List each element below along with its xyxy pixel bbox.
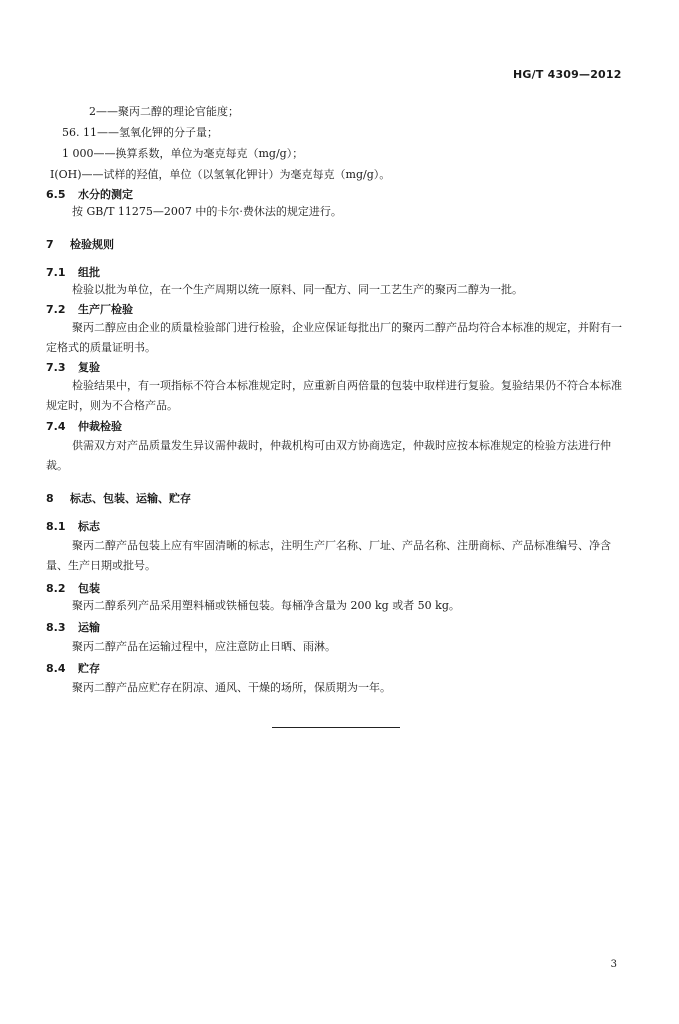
section-paragraph: 聚丙二醇应由企业的质量检验部门进行检验，企业应保证每批出厂的聚丙二醇产品均符合本标准的规定，并附有一定格式的质量证明书。 bbox=[46, 321, 622, 354]
section-number: 7.3 bbox=[46, 361, 66, 374]
section-heading-8-3 bbox=[46, 619, 100, 635]
section-heading-8-2 bbox=[46, 580, 100, 596]
section-number: 8.2 bbox=[46, 582, 66, 595]
section-title: 运输 bbox=[78, 621, 100, 634]
section-paragraph: 检验结果中，有一项指标不符合本标准规定时，应重新自两倍量的包装中取样进行复验。复验结果仍不符合本标准规定时，则为不合格产品。 bbox=[46, 379, 622, 412]
chapter-heading-8 bbox=[46, 490, 191, 506]
section-title: 仲裁检验 bbox=[78, 420, 122, 433]
section-title: 包装 bbox=[78, 582, 100, 595]
section-title: 标志、包装、运输、贮存 bbox=[70, 492, 191, 505]
section-title: 组批 bbox=[78, 266, 100, 279]
section-heading-7-1 bbox=[46, 264, 100, 280]
section-title: 复验 bbox=[78, 361, 100, 374]
section-number: 8.3 bbox=[46, 621, 66, 634]
section-number: 8 bbox=[46, 492, 54, 505]
section-heading-6-5 bbox=[46, 186, 133, 202]
section-paragraph: 供需双方对产品质量发生异议需仲裁时，仲裁机构可由双方协商选定，仲裁时应按本标准规定的检验方法进行仲裁。 bbox=[46, 439, 611, 472]
section-paragraph: 聚丙二醇产品包装上应有牢固清晰的标志，注明生产厂名称、厂址、产品名称、注册商标、产品标准编号、净含量、生产日期或批号。 bbox=[46, 539, 611, 572]
section-title: 标志 bbox=[78, 520, 100, 533]
section-number: 7.1 bbox=[46, 266, 66, 279]
section-number: 8.4 bbox=[46, 662, 66, 675]
section-heading-8-4 bbox=[46, 660, 100, 676]
section-paragraph: 聚丙二醇产品在运输过程中，应注意防止日晒、雨淋。 bbox=[72, 640, 336, 653]
section-paragraph: 聚丙二醇系列产品采用塑料桶或铁桶包装。每桶净含量为 200 kg 或者 50 kg。 bbox=[72, 599, 460, 612]
page-number: 3 bbox=[610, 959, 617, 970]
section-heading-7-3 bbox=[46, 359, 100, 375]
section-number: 8.1 bbox=[46, 520, 66, 533]
definition-line: 56. 11——氢氧化钾的分子量； bbox=[62, 126, 218, 139]
section-title: 检验规则 bbox=[70, 238, 114, 251]
section-paragraph: 检验以批为单位，在一个生产周期以统一原料、同一配方、同一工艺生产的聚丙二醇为一批。 bbox=[72, 283, 523, 296]
section-number: 6.5 bbox=[46, 188, 66, 201]
section-number: 7 bbox=[46, 238, 54, 251]
section-heading-7-2 bbox=[46, 301, 133, 317]
definition-line: I(OH)——试样的羟值，单位（以氢氧化钾计）为毫克每克（mg/g）。 bbox=[50, 168, 391, 181]
section-title: 贮存 bbox=[78, 662, 100, 675]
section-title: 生产厂检验 bbox=[78, 303, 133, 316]
section-paragraph: 按 GB/T 11275—2007 中的卡尔·费休法的规定进行。 bbox=[72, 205, 342, 218]
definition-line: 1 000——换算系数，单位为毫克每克（mg/g）； bbox=[62, 147, 304, 160]
standard-code: HG/T 4309—2012 bbox=[513, 68, 622, 81]
section-number: 7.2 bbox=[46, 303, 66, 316]
section-heading-8-1 bbox=[46, 518, 100, 534]
chapter-heading-7 bbox=[46, 236, 114, 252]
section-number: 7.4 bbox=[46, 420, 66, 433]
section-heading-7-4 bbox=[46, 418, 122, 434]
section-paragraph: 聚丙二醇产品应贮存在阴凉、通风、干燥的场所，保质期为一年。 bbox=[72, 681, 391, 694]
end-rule bbox=[272, 727, 400, 728]
definition-line: 2——聚丙二醇的理论官能度； bbox=[89, 105, 239, 118]
section-title: 水分的测定 bbox=[78, 188, 133, 201]
